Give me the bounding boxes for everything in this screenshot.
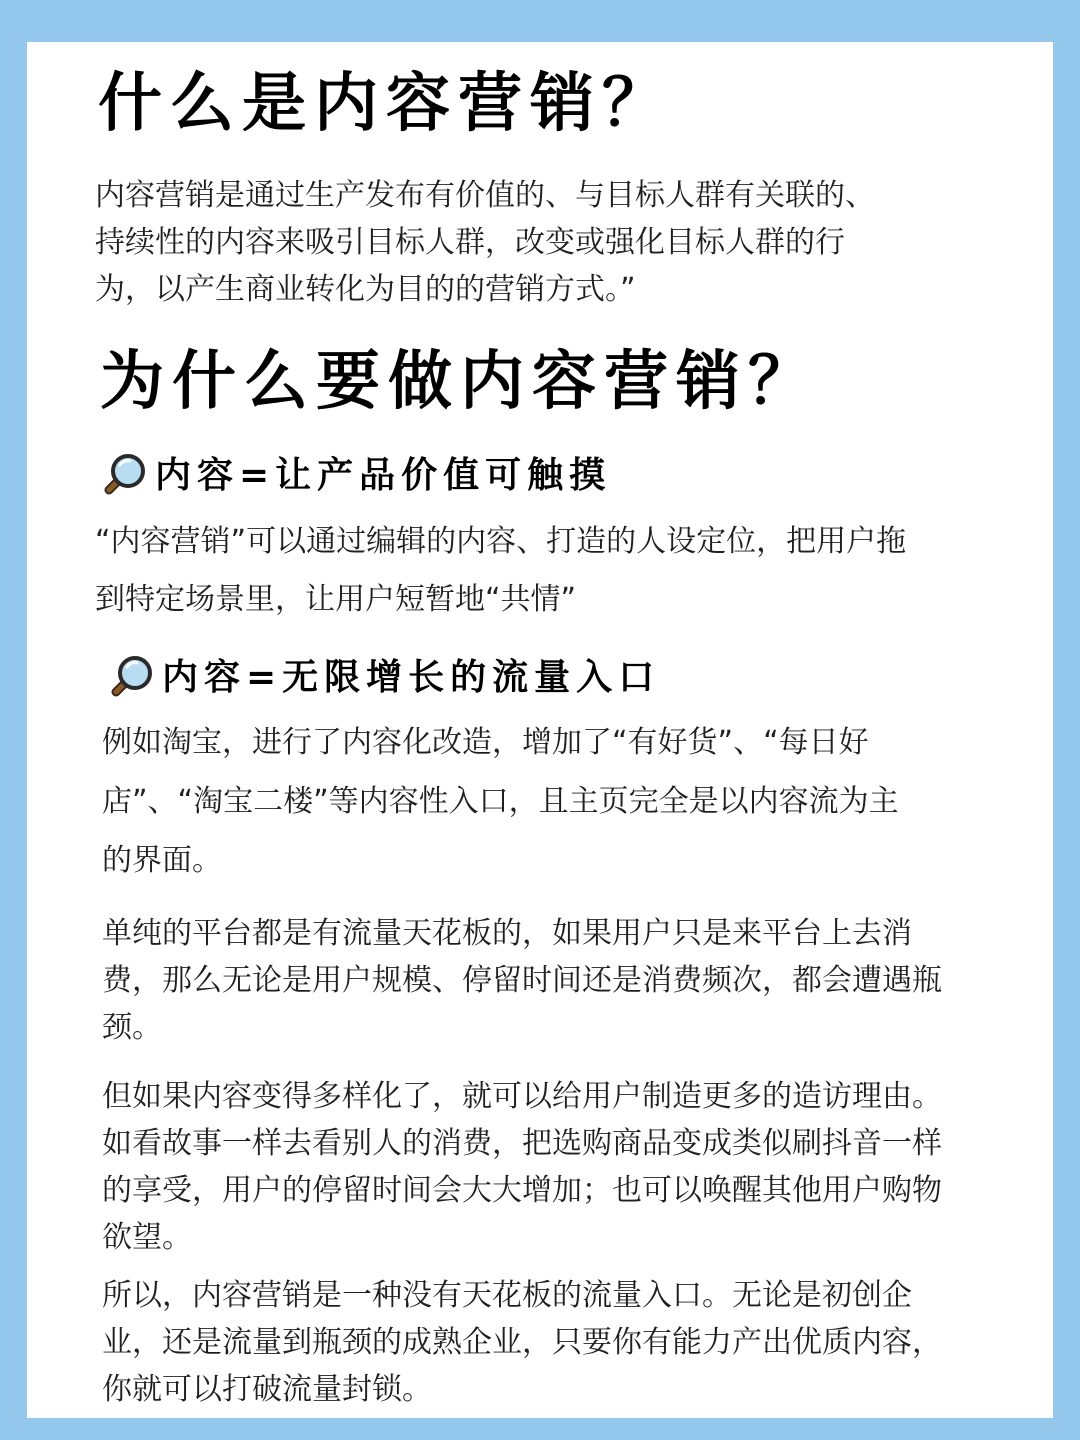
section1-paragraph: 内容营销是通过生产发布有价值的、与目标人群有关联的、 持续性的内容来吸引目标人群，改变或强化目标人群的行 为，以产生商业转化为目的的营销方式。”: [95, 178, 875, 307]
section2-title: 为什么要做内容营销？: [100, 345, 820, 419]
point1-heading: 内容=让产品价值可触摸: [97, 450, 611, 502]
point2-paragraph-2: 单纯的平台都是有流量天花板的，如果用户只是来平台上去消 费，那么无论是用户规模、停留时间还是消费频次，都会遭遇瓶 颈。: [102, 916, 942, 1045]
point1-paragraph: “内容营销”可以通过编辑的内容、打造的人设定位，把用户拖 到特定场景里，让用户短暂地“共情”: [95, 524, 907, 617]
point2-heading: 内容=无限增长的流量入口: [104, 652, 660, 704]
point2-paragraph-3: 但如果内容变得多样化了，就可以给用户制造更多的造访理由。 如看故事一样去看别人的消费，把选购商品变成类似刷抖音一样 的享受，用户的停留时间会大大增加；也可以唤醒其他用户购物 欲望。: [102, 1079, 942, 1255]
point2-paragraph-1: 例如淘宝，进行了内容化改造，增加了“有好货”、“每日好 店”、“淘宝二楼”等内容性入口，且主页完全是以内容流为主 的界面。: [102, 725, 899, 878]
section1-title: 什么是内容营销？: [98, 67, 674, 141]
magnifier-icon: [97, 450, 149, 502]
magnifier-icon: [104, 652, 156, 704]
point2-paragraph-4: 所以，内容营销是一种没有天花板的流量入口。无论是初创企 业，还是流量到瓶颈的成熟企业，只要你有能力产出优质内容， 你就可以打破流量封锁。: [102, 1278, 942, 1407]
